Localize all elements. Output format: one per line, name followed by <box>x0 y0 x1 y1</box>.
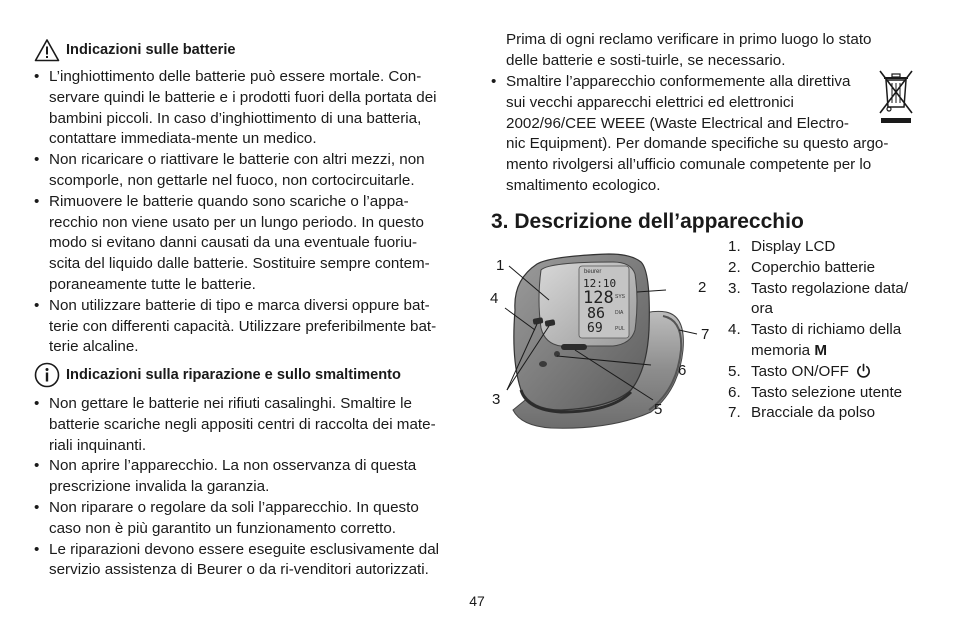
line: mento rivolgersi all’ufficio comunale competente per lo <box>506 156 872 174</box>
line-text: memoria <box>751 341 811 359</box>
callout-3: 3 <box>492 391 501 408</box>
device-illustration <box>491 240 721 440</box>
lcd-sys-label: SYS <box>615 294 626 300</box>
warning-icon <box>34 38 60 62</box>
callout-2: 2 <box>698 279 707 296</box>
line: • Non utilizzare batterie di tipo e marca diversi oppure bat- <box>49 296 430 314</box>
line <box>751 341 928 362</box>
lcd-pul: 69 <box>587 321 603 336</box>
line <box>751 362 928 383</box>
part-num: 4. <box>728 321 741 339</box>
repair-list <box>34 394 474 581</box>
info-icon <box>34 362 60 388</box>
page-number: 47 <box>469 593 485 609</box>
callout-7: 7 <box>701 326 710 343</box>
lcd-dia: 86 <box>587 304 606 322</box>
callout-4: 4 <box>490 290 499 307</box>
callout-1: 1 <box>496 257 505 274</box>
memory-symbol: M <box>814 341 827 359</box>
line: • Non ricaricare o riattivare le batterie con altri mezzi, non <box>49 151 425 169</box>
line: riali inquinanti. <box>49 436 147 454</box>
battery-heading <box>34 38 474 62</box>
line: poraneamente tutte le batterie. <box>49 275 256 293</box>
section-title: 3. Descrizione dell’apparecchio <box>491 210 804 233</box>
part-item <box>728 258 928 279</box>
line: ora <box>751 300 773 318</box>
repair-heading <box>34 362 474 388</box>
repair-heading-text: Indicazioni sulla riparazione e sullo smaltimento <box>66 367 401 383</box>
line: scita del liquido dalle batterie. Sostituire sempre contem- <box>49 255 430 273</box>
line: Prima di ogni reclamo verificare in primo luogo lo stato <box>506 31 872 48</box>
part-item <box>728 362 928 383</box>
lcd-dia-label: DIA <box>615 310 624 316</box>
line: modo si evitano danni causati da una eventuale fuoriu- <box>49 234 418 252</box>
part-num: 3. <box>728 279 741 297</box>
line: batterie scariche negli appositi centri di raccolta dei mate- <box>49 415 436 433</box>
line: terie con differenti capacità. Utilizzare preferibilmente bat- <box>49 317 437 335</box>
list-item <box>34 540 474 582</box>
line: Coperchio batterie <box>751 258 876 276</box>
line: • Rimuovere le batterie quando sono scariche o l’appa- <box>49 192 409 210</box>
disposal-list <box>491 72 921 197</box>
line: contattare immediata-mente un medico. <box>49 130 317 148</box>
line: terie alcaline. <box>49 338 139 356</box>
list-item <box>34 394 474 456</box>
part-num: 6. <box>728 383 741 401</box>
part-item <box>728 403 928 424</box>
line: Display LCD <box>751 238 836 255</box>
battery-heading-text: Indicazioni sulle batterie <box>66 42 236 58</box>
part-item <box>728 237 928 258</box>
part-num: 7. <box>728 404 741 422</box>
line: smaltimento ecologico. <box>506 176 661 194</box>
line: recchio non viene usato per un lungo periodo. In questo <box>49 213 424 231</box>
part-num: 1. <box>728 238 741 255</box>
power-icon <box>856 363 871 378</box>
part-item <box>728 279 928 321</box>
line: bambini piccoli. In caso d’inghiottimento di una batteria, <box>49 109 422 127</box>
part-num: 5. <box>728 362 741 380</box>
list-item <box>34 67 474 150</box>
part-item <box>728 383 928 404</box>
line-text: Tasto ON/OFF <box>751 362 849 380</box>
part-item <box>728 320 928 362</box>
list-item <box>34 150 474 192</box>
line: Tasto di richiamo della <box>751 321 902 339</box>
line: caso non è più garantito un funzionamento corretto. <box>49 519 397 537</box>
line: Tasto selezione utente <box>751 383 903 401</box>
line: • Non riparare o regolare da soli l’apparecchio. In questo <box>49 498 419 516</box>
callout-6: 6 <box>678 362 687 379</box>
list-item <box>34 192 474 296</box>
line: servare quindi le batterie e i prodotti fuori della portata dei <box>49 88 437 106</box>
lcd-sys: 128 <box>583 288 614 308</box>
line: • Smaltire l’apparecchio conformemente alla direttiva <box>506 73 851 90</box>
lcd-time: 12:10 <box>583 277 617 290</box>
line: • Non gettare le batterie nei rifiuti casalinghi. Smaltire le <box>49 395 412 412</box>
parts-list <box>728 237 928 424</box>
line: Tasto regolazione data/ <box>751 279 909 297</box>
line: servizio assistenza di Beurer o da ri-venditori autorizzati. <box>49 561 429 579</box>
list-item <box>34 296 474 358</box>
line: • L’inghiottimento delle batterie può essere mortale. Con- <box>49 68 422 85</box>
part-num: 2. <box>728 258 741 276</box>
lcd-pul-label: PUL <box>615 326 625 332</box>
line: scomporle, non gettarle nel fuoco, non cortocircuitarle. <box>49 171 415 189</box>
list-item <box>34 456 474 498</box>
continued-paragraph <box>506 30 926 72</box>
line: • Non aprire l’apparecchio. La non osservanza di questa <box>49 457 417 475</box>
weee-bin-icon <box>878 69 914 125</box>
line: nic Equipment). Per domande specifiche su questo argo- <box>506 135 889 153</box>
line: sui vecchi apparecchi elettrici ed elettronici <box>506 93 794 111</box>
line: delle batterie e sosti-tuirle, se necessario. <box>506 51 786 69</box>
callout-5: 5 <box>654 401 663 418</box>
brand-logo-text: beurer <box>584 269 602 275</box>
list-item <box>34 498 474 540</box>
list-item <box>491 72 921 197</box>
battery-list <box>34 67 474 358</box>
line: prescrizione invalida la garanzia. <box>49 478 270 496</box>
line: • Le riparazioni devono essere eseguite esclusivamente dal <box>49 540 440 558</box>
line: 2002/96/CEE WEEE (Waste Electrical and Electro- <box>506 114 849 132</box>
line: Bracciale da polso <box>751 404 876 422</box>
